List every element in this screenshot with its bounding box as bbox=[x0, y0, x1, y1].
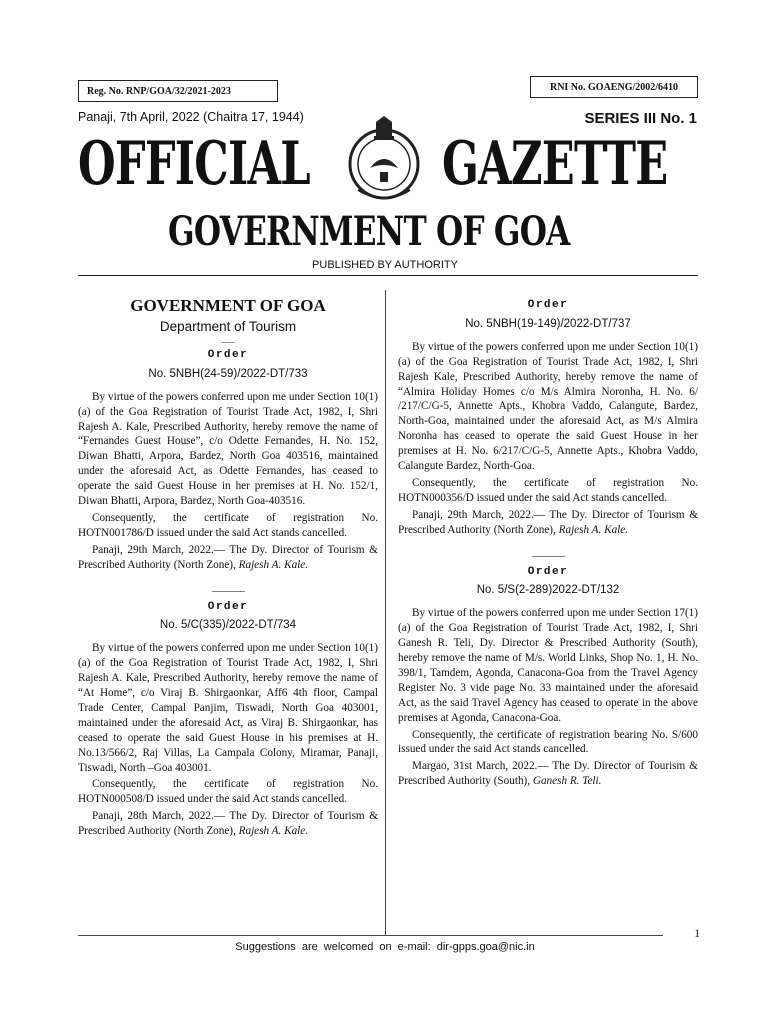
order-block bbox=[398, 565, 698, 790]
order-heading: Order bbox=[207, 348, 249, 361]
column-divider bbox=[385, 290, 386, 935]
order-signature bbox=[78, 543, 378, 573]
published-by-authority: PUBLISHED BY AUTHORITY bbox=[312, 259, 458, 271]
signatory-name: Rajesh A. Kale. bbox=[558, 523, 629, 536]
order-signature bbox=[78, 809, 378, 839]
signatory-name: Rajesh A. Kale. bbox=[238, 558, 309, 571]
signature-place-date: Margao, 31st March, 2022.— The Dy. Director of Tourism & Prescribed Authority (South), bbox=[398, 760, 698, 788]
order-separator: ________ bbox=[212, 581, 244, 593]
order-consequence: Consequently, the certificate of registration No. HOTN001786/D issued under the said Act stands cancelled. bbox=[78, 511, 378, 539]
rni-number-box bbox=[530, 76, 698, 98]
department-name: Department of Tourism bbox=[159, 319, 297, 334]
signatory-name: Ganesh R. Teli. bbox=[532, 775, 602, 788]
order-consequence: Consequently, the certificate of registration No. HOTN000508/D issued under the said Act stands cancelled. bbox=[78, 778, 378, 806]
order-number: No. 5/S(2-289)2022-DT/132 bbox=[476, 584, 620, 597]
masthead-official: OFFICIAL bbox=[78, 129, 310, 199]
order-heading: Order bbox=[207, 600, 249, 613]
order-body: By virtue of the powers conferred upon me under Section 10(1)(a) of the Goa Registration of Tourist Trade Act, 1982, I, Shri Rajesh A. Kale, Prescribed Authority, hereby remove the name of “At Home”, c/o Viraj B. Shirgaonkar, Aff6 4th floor, Campal Trade Center, Campal Panjim, Tiswadi, North Goa 403001, maintained under the aforesaid Act, as Viraj B. Shirgaonkar, has ceased to operate the said Guest House in his premises at H. No.13/566/2, Raj Villas, La Campala Colony, Miramar, Panaji, Tiswadi, North –Goa 403001. bbox=[78, 642, 378, 774]
order-number: No. 5NBH(19-149)/2022-DT/737 bbox=[465, 317, 631, 330]
order-body: By virtue of the powers conferred upon me under Section 17(1) (a) of the Goa Registration of Tourist Trade Act, 1982, I, Shri Ganesh R. Teli, Dy. Director & Prescribed Authority (South), hereby remove the name of M/s. World Links, Shop No. 1, H. No. 398/1, Tamdem, Agonda, Canacona-Goa from the Travel Agency Register No. 3 vide page No. 33 maintained under the aforesaid Act, as the said Travel Agency has ceased to operate in the above premises at Agonda, Canacona-Goa. bbox=[398, 607, 698, 724]
heading-dash: ___ bbox=[221, 333, 235, 344]
order-signature bbox=[398, 759, 698, 789]
order-consequence: Consequently, the certificate of registration bearing No. S/600 issued under the said Act stands cancelled. bbox=[398, 728, 698, 756]
order-block bbox=[78, 600, 378, 840]
order-body: By virtue of the powers conferred upon me under Section 10(1)(a) of the Goa Registration of Tourist Trade Act, 1982, I, Shri Rajesh A. Kale, Prescribed Authority, hereby remove the name of “Fernandes Guest House”, c/o Odette Fernandes, H. No. 152, Diwan Bhatti, Arpora, Bardez, North Goa 403516, maintained under the aforesaid Act, as Odette Fernandes, has ceased to operate the said Guest House in her premises at H. No. 152/1, Diwan Bhatti, Arpora, Bardez, North Goa-403516. bbox=[78, 390, 378, 508]
registration-number-box bbox=[78, 80, 278, 102]
masthead-gazette: GAZETTE bbox=[442, 129, 668, 199]
rni-number: RNI No. GOAENG/2002/6410 bbox=[549, 82, 679, 93]
department-heading: GOVERNMENT OF GOA bbox=[130, 296, 326, 315]
signature-place-date: Panaji, 28th March, 2022.— The Dy. Director of Tourism & Prescribed Authority (North Zone), bbox=[78, 810, 378, 838]
signature-place-date: Panaji, 29th March, 2022.— The Dy. Director of Tourism & Prescribed Authority (North Zone), bbox=[398, 508, 698, 536]
left-column bbox=[78, 296, 378, 841]
issue-date: Panaji, 7th April, 2022 (Chaitra 17, 1944) bbox=[78, 110, 304, 124]
signature-place-date: Panaji, 29th March, 2022.— The Dy. Director of Tourism & Prescribed Authority (North Zone), bbox=[78, 543, 378, 571]
signatory-name: Rajesh A. Kale. bbox=[238, 825, 309, 838]
order-body: By virtue of the powers conferred upon me under Section 10(1)(a) of the Goa Registration of Tourist Trade Act, 1982, I, Shri Rajesh Kale, Prescribed Authority, hereby remove the name of “Almira Holiday Homes c/o M/s Almira Noronha, H. No. 6/ /217/C/G-5, Annette Apts., Khobra Vaddo, Calangute, Bardez, North-Goa, maintained under the aforesaid Act, as M/s Almira Noronha has ceased to operate the said Guest House in her premises at H. No. 6/217/C/G-5, Annette Apts., Khobra Vaddo, Calangute Bardez, North-Goa. bbox=[398, 340, 698, 473]
order-heading: Order bbox=[527, 299, 569, 311]
order-heading: Order bbox=[527, 565, 569, 578]
state-emblem-icon bbox=[336, 110, 432, 206]
order-signature bbox=[398, 508, 698, 538]
header-rule bbox=[78, 275, 698, 276]
order-block bbox=[398, 298, 698, 538]
order-block bbox=[78, 348, 378, 573]
order-separator: ________ bbox=[532, 546, 564, 558]
order-number: No. 5/C(335)/2022-DT/734 bbox=[159, 619, 297, 632]
footer-rule bbox=[78, 935, 663, 936]
series-number: SERIES III No. 1 bbox=[584, 110, 697, 127]
right-column bbox=[398, 294, 698, 791]
suggestions-email: Suggestions are welcomed on e-mail: dir-gpps.goa@nic.in bbox=[235, 941, 535, 953]
registration-number: Reg. No. RNP/GOA/32/2021-2023 bbox=[87, 86, 231, 97]
order-number: No. 5NBH(24-59)/2022-DT/733 bbox=[148, 367, 308, 380]
page-number: 1 bbox=[694, 928, 700, 940]
order-consequence: Consequently, the certificate of registration No. HOTN000356/D issued under the said Act stands cancelled. bbox=[398, 476, 698, 504]
masthead-government: GOVERNMENT OF GOA bbox=[168, 208, 570, 255]
